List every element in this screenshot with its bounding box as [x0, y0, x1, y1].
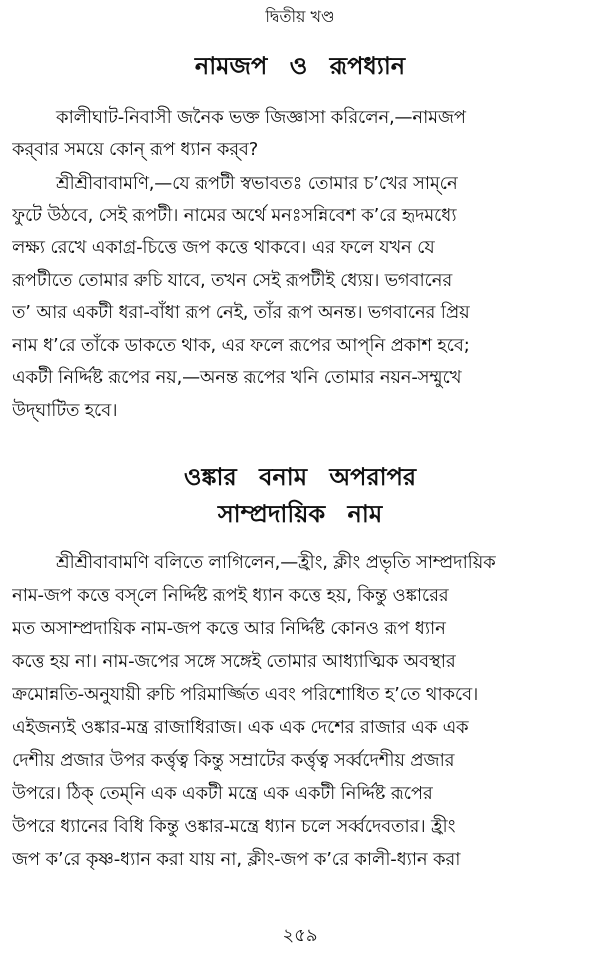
paragraph-line: ক্রমোন্নতি-অনুযায়ী রুচি পরিমার্জ্জিত এবং পরিশোধিত হ’তে থাকবে। — [12, 684, 479, 705]
paragraph-line: ফুটে উঠবে, সেই রূপটী। নামের অর্থে মনঃসন্নিবেশ ক’রে হৃদমধ্যে — [12, 205, 457, 226]
paragraph-line: নাম ধ’রে তাঁকে ডাকতে থাক, এর ফলে রূপের আপ্‌নি প্রকাশ হবে; — [12, 335, 470, 356]
paragraph-line: কালীঘাট-নিবাসী জনৈক ভক্ত জিজ্ঞাসা করিলেন,—নামজপ — [56, 107, 466, 128]
paragraph-line: কর্‌বার সময়ে কোন্ রূপ ধ্যান কর্‌ব? — [12, 139, 259, 160]
paragraph-line: উদ্‌ঘাটিত হবে। — [12, 400, 118, 421]
paragraph-line: জপ ক’রে কৃষ্ণ-ধ্যান করা যায় না, ক্লীং-জপ ক’রে কালী-ধ্যান করা — [12, 849, 461, 870]
paragraph-line: শ্রীশ্রীবাবামণি বলিতে লাগিলেন,—হ্রীং, ক্লীং প্রভৃতি সাম্প্রদায়িক — [56, 552, 496, 573]
section-heading-omkara-line2: সাম্প্রদায়িক নাম — [217, 500, 383, 528]
paragraph-line: ত’ আর একটী ধরা-বাঁধা রূপ নেই, তাঁর রূপ অনন্ত। ভগবানের প্রিয় — [12, 302, 470, 323]
running-head: দ্বিতীয় খণ্ড — [265, 7, 335, 26]
paragraph-line: একটী নির্দ্দিষ্ট রূপের নয়,—অনন্ত রূপের খনি তোমার নয়ন-সম্মুখে — [12, 367, 462, 388]
paragraph-line: মত অসাম্প্রদায়িক নাম-জপ কত্তে আর নির্দ্দিষ্ট কোনও রূপ ধ্যান — [12, 618, 446, 639]
paragraph-line: রূপটীতে তোমার রুচি যাবে, তখন সেই রূপটীই ধ্যেয়। ভগবানের — [12, 270, 453, 291]
paragraph-line: উপরে। ঠিক্ তেম্‌নি এক একটী মন্ত্রে এক একটী নির্দ্দিষ্ট রূপের — [12, 783, 433, 804]
paragraph-line: শ্রীশ্রীবাবামণি,—যে রূপটী স্বভাবতঃ তোমার চ’খের সাম্‌নে — [56, 173, 458, 194]
paragraph-line: কত্তে হয় না। নাম-জপের সঙ্গে সঙ্গেই তোমার আধ্যাত্মিক অবস্থার — [12, 651, 456, 672]
page-number: ২৫৯ — [282, 925, 318, 946]
paragraph-line: দেশীয় প্রজার উপর কর্ত্তৃত্ব কিন্তু সম্রাটের কর্ত্তৃত্ব সর্ব্বদেশীয় প্রজার — [12, 750, 455, 771]
paragraph-line: এইজন্যই ওঙ্কার-মন্ত্র রাজাধিরাজ। এক এক দেশের রাজার এক এক — [12, 717, 469, 738]
paragraph-line: নাম-জপ কত্তে বস্‌লে নির্দ্দিষ্ট রূপই ধ্যান কত্তে হয়, কিন্তু ওঙ্কারের — [12, 585, 449, 606]
paragraph-line: উপরে ধ্যানের বিধি কিন্তু ওঙ্কার-মন্ত্রে ধ্যান চলে সর্ব্বদেবতার। হ্রীং — [12, 816, 456, 837]
paragraph-line: লক্ষ্য রেখে একাগ্র-চিত্তে জপ কত্তে থাকবে। এর ফলে যখন যে — [12, 237, 435, 258]
section-heading-namajapa: নামজপ ও রূপধ্যান — [194, 52, 406, 80]
section-heading-omkara-line1: ওঙ্কার বনাম অপরাপর — [183, 463, 417, 491]
